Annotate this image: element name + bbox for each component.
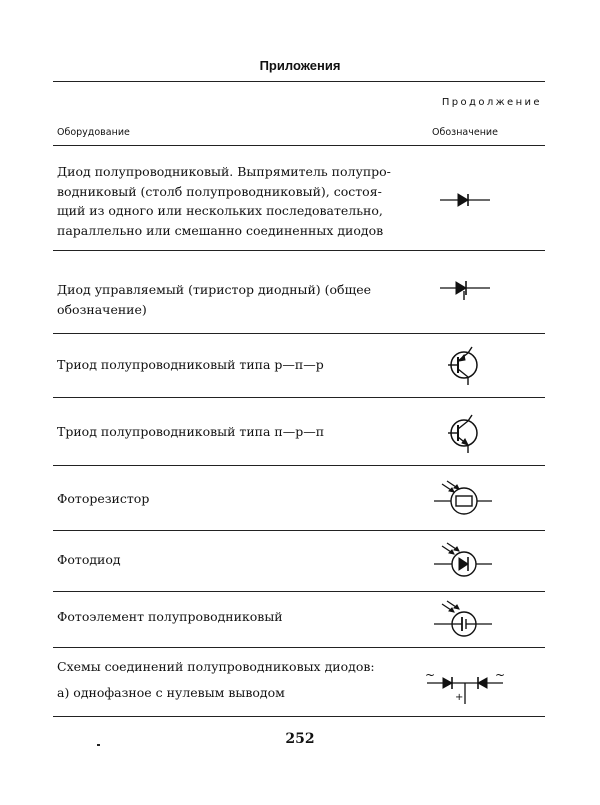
- row-description: Фотодиод: [57, 552, 121, 567]
- pnp-transistor-symbol-icon: [444, 343, 484, 385]
- photodiode-symbol-icon: [434, 539, 492, 579]
- row-description: Триод полупроводниковый типа р—п—р: [57, 357, 324, 372]
- divider: [53, 465, 545, 466]
- ac-right-label: ~: [495, 668, 506, 682]
- divider: [53, 530, 545, 531]
- npn-transistor-symbol-icon: [444, 411, 484, 453]
- row-sub-description: а) однофазное с нулевым выводом: [57, 685, 285, 700]
- column-header-equipment: Оборудование: [57, 127, 130, 138]
- photoresistor-symbol-icon: [434, 478, 492, 518]
- column-header-designation: Обозначение: [432, 127, 498, 138]
- divider: [53, 591, 545, 592]
- divider: [53, 81, 545, 82]
- single-phase-rectifier-symbol-icon: [423, 668, 507, 708]
- row-description: Схемы соединений полупроводниковых диодов:: [57, 659, 375, 674]
- row-description: Фотоэлемент полупроводниковый: [57, 609, 283, 624]
- row-description: Фоторезистор: [57, 491, 150, 506]
- page-number: 252: [285, 731, 315, 747]
- thyristor-diode-symbol-icon: [440, 278, 490, 300]
- divider: [53, 397, 545, 398]
- row-description: Диод управляемый (тиристор диодный) (общее обозначение): [57, 282, 371, 317]
- plus-label: +: [455, 692, 464, 703]
- diode-symbol-icon: [440, 192, 490, 208]
- divider: [53, 716, 545, 717]
- row-description: Диод полупроводниковый. Выпрямитель полупро- водниковый (столб полупроводниковый), состоя- щий из одного или нескольких последовательно, параллельно или смешанно соединенных диодов: [57, 164, 391, 238]
- photocell-symbol-icon: [434, 598, 492, 640]
- continuation-label: Продолжение: [441, 97, 542, 108]
- divider: [53, 145, 545, 146]
- page-title: Приложения: [259, 58, 341, 73]
- divider: [53, 250, 545, 251]
- row-description: Триод полупроводниковый типа п—р—п: [57, 424, 325, 439]
- divider: [53, 333, 545, 334]
- divider: [53, 647, 545, 648]
- ac-left-label: ~: [425, 668, 436, 682]
